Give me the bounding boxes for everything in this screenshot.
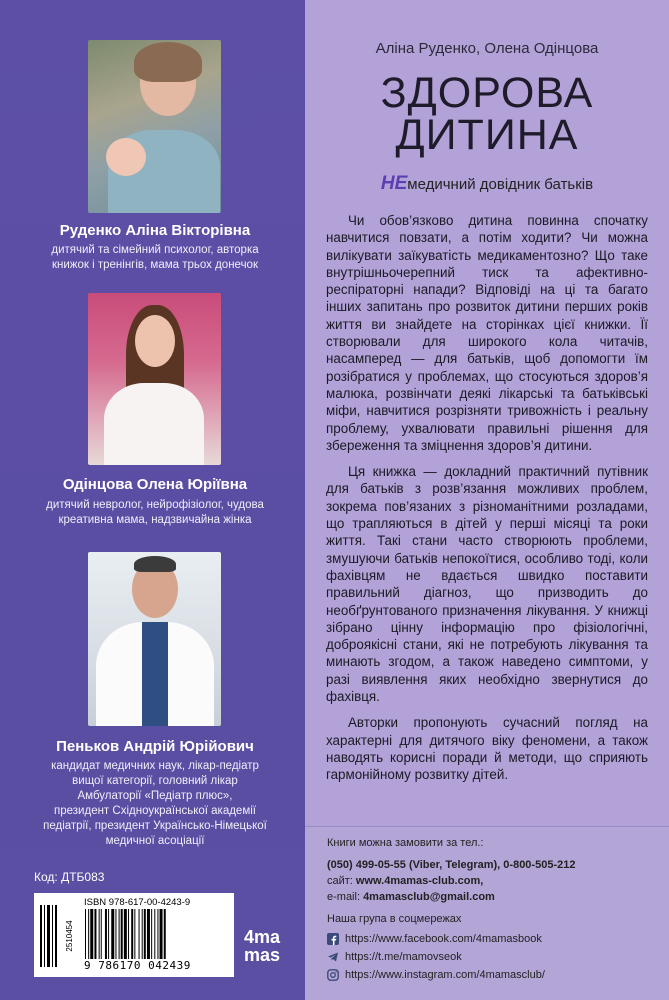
author-desc-line: президент Східноукраїнської академії [54, 805, 256, 817]
annotation-text [326, 212, 648, 793]
barcode-bars [84, 909, 229, 959]
barcode-bar [124, 909, 127, 959]
isbn-number: 9 786170 042439 [84, 959, 191, 972]
barcode-bar [131, 909, 133, 959]
author-name: Руденко Аліна Вікторівна [59, 222, 251, 239]
barcode-bar [139, 909, 140, 959]
publisher-logo-line: mas [244, 945, 281, 965]
site-label: сайт: [327, 875, 356, 887]
author-name: Одінцова Олена Юріївна [62, 476, 248, 493]
barcode-bar [147, 909, 150, 959]
social-label: Наша група в соцмережах [327, 913, 462, 925]
paragraph: Авторки пропонують сучасний погляд на характерні для дитячого віку феномени, а також наводять корисні поради й методи, що сприяють гармонійному розвитку дітей. [326, 715, 648, 783]
author-photo-rudenko [88, 40, 221, 213]
author-desc-line: Амбулаторії «Педіатр плюс», [77, 790, 233, 802]
book-subtitle [305, 173, 669, 195]
instagram-url[interactable]: https://www.instagram.com/4mamasclub/ [345, 969, 545, 981]
author-desc-line: дитячий та сімейний психолог, авторка [51, 244, 259, 256]
author-photo-penkov [88, 552, 221, 726]
barcode-bar [154, 909, 155, 959]
isbn-barcode [34, 893, 234, 977]
facebook-icon [327, 933, 339, 945]
barcode-bar [134, 909, 135, 959]
telegram-url[interactable]: https://t.me/mamovseok [345, 951, 462, 963]
barcode-bar [151, 909, 152, 959]
author-desc-line: книжок і тренінгів, мама трьох донечок [52, 259, 258, 271]
instagram-icon [327, 969, 339, 981]
book-authors: Аліна Руденко, Олена Одінцова [375, 40, 599, 57]
barcode-bar [88, 909, 89, 959]
instagram-link[interactable] [327, 969, 545, 981]
barcode-bar [164, 909, 166, 959]
subtitle-rest: медичний довідник батьків [407, 176, 594, 193]
author-desc-line: вищої категорії, головний лікар [72, 775, 238, 787]
facebook-link[interactable] [327, 933, 542, 945]
author-desc [18, 759, 292, 849]
barcode-bar [85, 909, 86, 959]
barcode-bar [105, 909, 107, 959]
barcode-bar [128, 909, 129, 959]
isbn-side-text: 2510454 [65, 920, 74, 952]
subtitle-ne: НЕ [380, 173, 408, 194]
facebook-url[interactable]: https://www.facebook.com/4mamasbook [345, 933, 542, 945]
author-desc-line: педіатрії, президент Українсько-Німецької [43, 820, 267, 832]
barcode-bar [115, 909, 116, 959]
author-name: Пеньков Андрій Юрійович [56, 738, 254, 755]
publisher-logo-line: 4ma [244, 927, 281, 947]
order-phones: (050) 499-05-55 (Viber, Telegram), 0-800-505-212 [327, 859, 576, 871]
site-line [327, 875, 483, 887]
book-title-line: ЗДОРОВА [380, 69, 594, 117]
barcode-bar [144, 909, 146, 959]
publisher-logo [244, 928, 280, 964]
barcode-bar [111, 909, 114, 959]
barcode-bar [157, 909, 158, 959]
barcode-bar [121, 909, 123, 959]
barcode-bar [108, 909, 109, 959]
order-info [305, 826, 669, 1000]
site-link[interactable]: www.4mamas-club.com, [355, 875, 484, 887]
barcode-bar [119, 909, 120, 959]
barcode-bar [90, 909, 93, 959]
telegram-link[interactable] [327, 951, 462, 963]
book-title [305, 69, 669, 159]
email-line [327, 891, 495, 903]
paragraph: Ця книжка — докладний практичний путівник для батьків з розв’язання можливих проблем, зокрема пов’язаних з різноманітними розладами, що трапляються в дітей у перші місяці та роки життя. Такі стани часто створюють проблеми, змушуючи батьків непокоїтися, особливо тоді, коли фахівцям не вдається швидко поставити правильний діагноз, що призводить до необґрунтованого призначення лікування. У книжці зібрано цінну інформацію про фізіологічні, доброякісні стани, які не потребують лікування та минають згодом, а також наведено симптоми, у разі виявлення яких необхідно звернутися до фахівця. [326, 464, 648, 705]
email-label: e-mail: [327, 891, 364, 903]
telegram-icon [327, 951, 339, 963]
paragraph: Чи обов’язково дитина повинна спочатку навчитися повзати, а потім ходити? Чи можна вилікувати заїкуватість медикаментозно? Що таке внутрішньочерепний тиск та афективно-респіраторні напади? Відповіді на ці та багато інших запитань про розвиток дитини перших років життя ви знайдете на сторінках цієї книжки. Її створювали для широкого кола читачів, насамперед — для батьків, щоб допомогти їм розібратися у проблемах, що стосуються здоров’я малюка, розвінчати деякі лікарські та батьківські міфи, навчитися розрізняти тривожність і реальну проблему, ухвалювати правильні рішення для збереження та зміцнення здоров’я дитини. [326, 213, 648, 453]
barcode-bar [94, 909, 96, 959]
author-desc-line: креативна мама, надзвичайна жінка [58, 514, 252, 526]
author-desc [18, 498, 292, 528]
author-desc-line: кандидат медичних наук, лікар-педіатр [51, 760, 259, 772]
isbn-side-code [38, 901, 78, 971]
book-title-line: ДИТИНА [395, 111, 579, 159]
order-label: Книги можна замовити за тел.: [327, 837, 484, 849]
authors-panel [0, 0, 305, 1000]
author-desc-line: дитячий невролог, нейрофізіолог, чудова [46, 499, 264, 511]
barcode-bar [142, 909, 143, 959]
product-code: Код: ДТБ083 [34, 870, 105, 884]
email-link[interactable]: 4mamasclub@gmail.com [363, 891, 495, 903]
barcode-bar [160, 909, 163, 959]
barcode-bar [99, 909, 100, 959]
author-desc-line: медичної асоціації [105, 835, 205, 847]
author-desc [18, 243, 292, 273]
barcode-bar [101, 909, 102, 959]
author-photo-odintsova [88, 293, 221, 465]
isbn-text: ISBN 978-617-00-4243-9 [84, 897, 191, 908]
